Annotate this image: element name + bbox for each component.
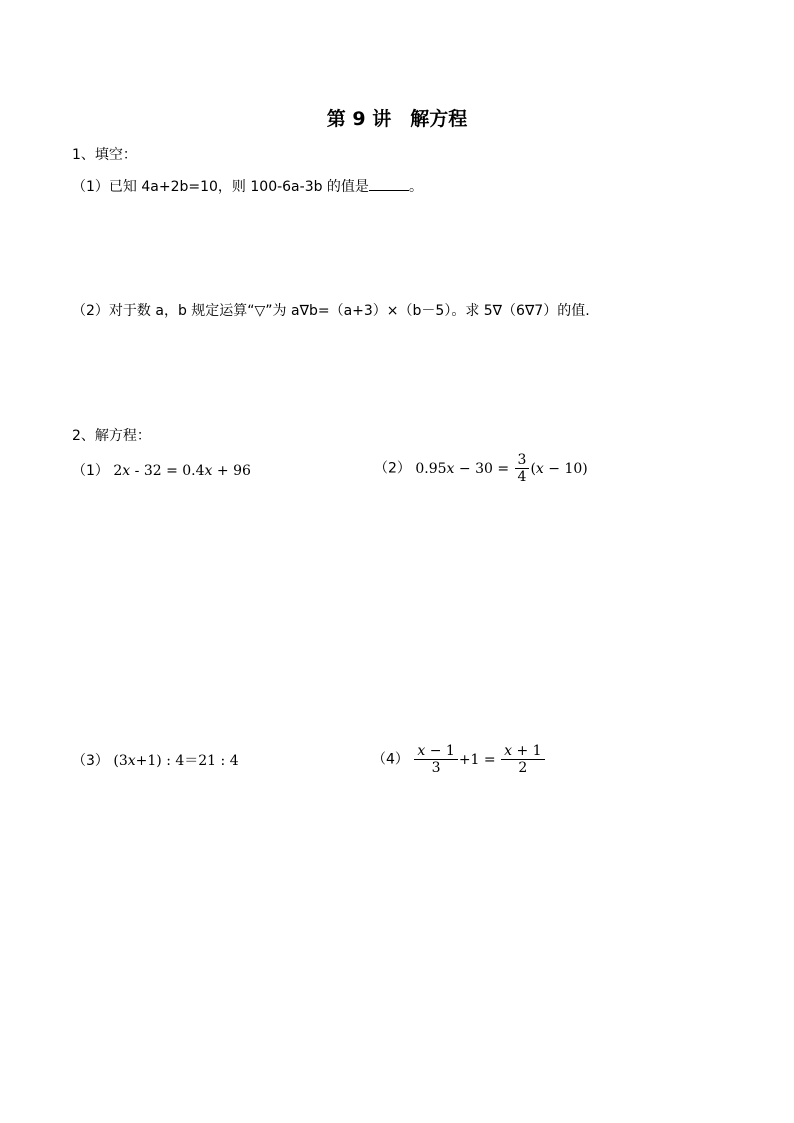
fraction xyxy=(515,452,530,485)
equation-2-2 xyxy=(374,452,588,485)
equation-number: （3） xyxy=(72,753,109,769)
equation-number: （2） xyxy=(374,460,411,477)
term: 0.95 xyxy=(415,460,447,477)
term: +1 = xyxy=(458,751,501,768)
question-number: （2） xyxy=(72,303,109,319)
denominator: 3 xyxy=(431,760,441,776)
equation-expression xyxy=(113,753,238,769)
page-title: 第 9 讲 解方程 xyxy=(326,108,468,130)
question-text: 已知 4a+2b=10，则 100-6a-3b 的值是 xyxy=(108,179,369,195)
equation-expression xyxy=(113,463,251,479)
section1-heading: 1、填空： xyxy=(72,147,137,163)
question-1-1 xyxy=(72,176,423,197)
fraction xyxy=(501,743,544,776)
answer-blank[interactable] xyxy=(369,176,409,191)
denominator: 4 xyxy=(517,469,527,485)
question-1-2 xyxy=(72,301,590,321)
term: +1) : 4＝21 : 4 xyxy=(135,753,239,769)
equation-number: （4） xyxy=(372,751,409,768)
term: + 1 xyxy=(512,743,542,759)
variable: x xyxy=(535,460,544,477)
term: 2 xyxy=(113,463,123,479)
variable: x xyxy=(127,753,136,769)
variable: x xyxy=(417,743,426,759)
term: ( xyxy=(530,460,536,477)
variable: x xyxy=(504,743,513,759)
numerator xyxy=(501,743,544,760)
term: (3 xyxy=(113,753,128,769)
equation-2-1 xyxy=(72,461,251,481)
term: + 96 xyxy=(212,463,251,479)
equation-number: （1） xyxy=(72,463,109,479)
equation-expression xyxy=(413,743,545,776)
question-text-end: 。 xyxy=(408,179,423,195)
term: − 1 xyxy=(425,743,455,759)
question-text: 对于数 a，b 规定运算“▽”为 a∇b=（a+3）×（b－5）。求 5∇（6∇7）的值. xyxy=(108,303,590,319)
variable: x xyxy=(446,460,455,477)
fraction xyxy=(414,743,457,776)
equation-2-4 xyxy=(372,743,546,776)
question-number: （1） xyxy=(72,179,109,195)
numerator: 3 xyxy=(515,452,530,469)
variable: x xyxy=(122,463,131,479)
equation-expression xyxy=(415,452,588,485)
numerator xyxy=(414,743,457,760)
term: - 32 = 0.4 xyxy=(130,463,205,479)
denominator: 2 xyxy=(518,760,528,776)
equation-2-3 xyxy=(72,751,239,771)
variable: x xyxy=(204,463,213,479)
term: − 30 = xyxy=(454,460,514,477)
section2-heading: 2、解方程： xyxy=(72,428,151,444)
term: − 10) xyxy=(543,460,588,477)
